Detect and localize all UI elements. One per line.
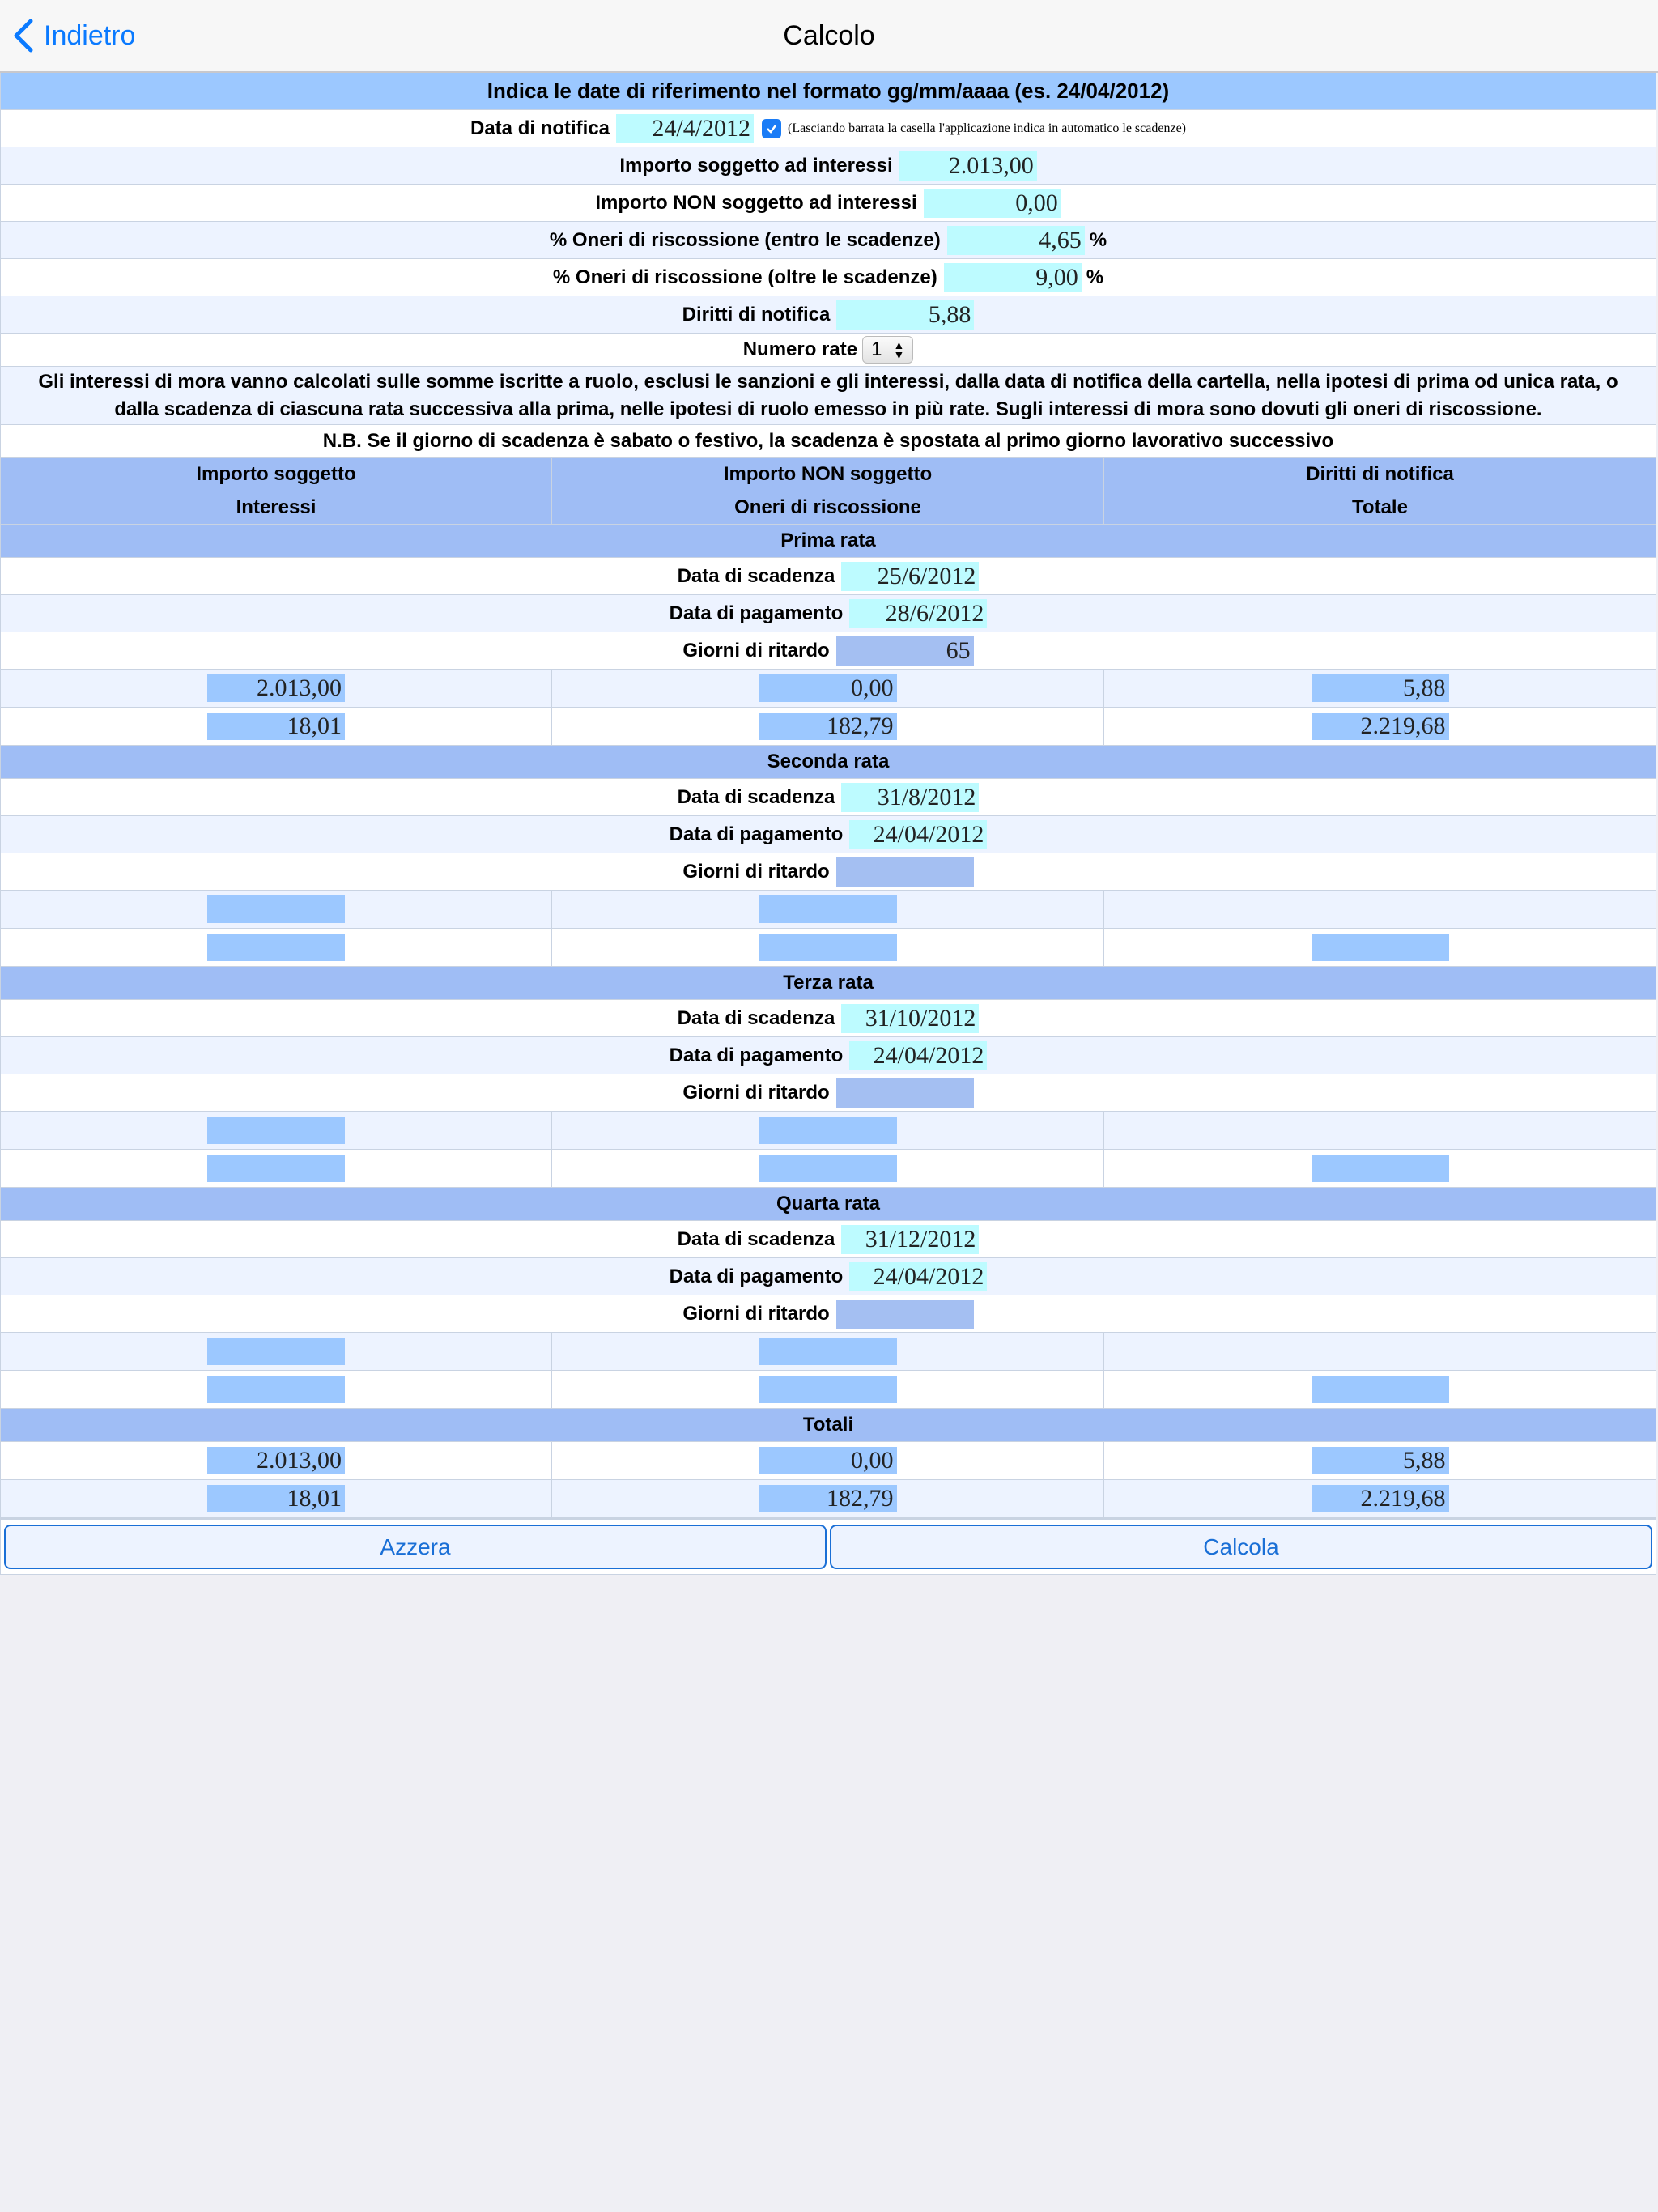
interessi-value <box>207 934 345 961</box>
numero-rate-row <box>0 334 1656 367</box>
updown-arrows-icon: ▲ ▼ <box>893 338 905 361</box>
auto-scadenze-checkbox[interactable] <box>762 119 781 138</box>
oneri-entro-label: % Oneri di riscossione (entro le scadenze) <box>549 228 941 251</box>
scadenza-label: Data di scadenza <box>677 785 835 808</box>
importo-non-label: Importo NON soggetto ad interessi <box>595 191 917 214</box>
scadenza-input[interactable]: 31/8/2012 <box>841 783 979 812</box>
calcola-button[interactable]: Calcola <box>830 1525 1652 1569</box>
totale-value <box>1312 934 1449 961</box>
totale-interessi: 18,01 <box>207 1485 345 1512</box>
rata-values-row-1 <box>0 1333 1656 1371</box>
cell-wrap <box>552 708 1104 746</box>
cell-wrap <box>552 1371 1104 1409</box>
cell-wrap <box>0 1333 552 1371</box>
cell-wrap <box>1104 929 1656 967</box>
pagamento-label: Data di pagamento <box>669 1265 844 1287</box>
totale-generale: 2.219,68 <box>1312 1485 1449 1512</box>
diritti-value <box>1312 895 1449 923</box>
importo-non-value <box>759 1338 897 1365</box>
diritti-value <box>1312 1338 1449 1365</box>
importo-soggetto-value <box>207 1117 345 1144</box>
scadenza-label: Data di scadenza <box>677 564 835 587</box>
totale-oneri: 182,79 <box>759 1485 897 1512</box>
cell-wrap <box>0 1112 552 1150</box>
cell-wrap <box>1104 670 1656 708</box>
pagamento-input[interactable]: 28/6/2012 <box>849 599 987 628</box>
totali-row-1 <box>0 1442 1656 1480</box>
nb-text: N.B. Se il giorno di scadenza è sabato o festivo, la scadenza è spostata al primo giorno lavorativo successivo <box>0 425 1656 458</box>
cell-wrap <box>1104 1371 1656 1409</box>
cell-wrap <box>552 670 1104 708</box>
pagamento-input[interactable]: 24/04/2012 <box>849 820 987 849</box>
ritardo-row <box>0 1295 1656 1333</box>
column-headers-2 <box>0 491 1656 525</box>
button-bar <box>0 1518 1656 1575</box>
oneri-oltre-row <box>0 259 1656 296</box>
scadenza-label: Data di scadenza <box>677 1227 835 1250</box>
cell-wrap <box>0 708 552 746</box>
interessi-value <box>207 1376 345 1403</box>
checkmark-icon <box>765 122 778 135</box>
section-title-rata: Quarta rata <box>0 1188 1656 1221</box>
totali-row-2 <box>0 1480 1656 1518</box>
info-text: Gli interessi di mora vanno calcolati sulle somme iscritte a ruolo, esclusi le sanzioni e gli interessi, dalla data di notifica della cartella, nella ipotesi di prima od unica rata, o dalla scadenza di ciascuna rata successiva alla prima, nelle ipotesi di ruolo emesso in più rate. Sugli interessi di mora sono dovuti gli oneri di riscossione. <box>0 367 1656 425</box>
azzera-button[interactable]: Azzera <box>4 1525 827 1569</box>
percent-sign: % <box>1089 228 1107 251</box>
cell-wrap <box>1104 1333 1656 1371</box>
diritti-row <box>0 296 1656 334</box>
importo-non-value <box>759 1117 897 1144</box>
interessi-value <box>207 1155 345 1182</box>
scadenza-row <box>0 1000 1656 1037</box>
section-title-rata: Terza rata <box>0 967 1656 1000</box>
scadenza-input[interactable]: 31/12/2012 <box>841 1225 979 1254</box>
cell-wrap <box>0 1150 552 1188</box>
rata-values-row-1 <box>0 891 1656 929</box>
pagamento-row <box>0 1037 1656 1074</box>
totale-value <box>1312 1376 1449 1403</box>
ritardo-row <box>0 1074 1656 1112</box>
cell-wrap <box>552 1150 1104 1188</box>
ritardo-value <box>836 1078 974 1108</box>
col-header: Oneri di riscossione <box>552 491 1104 525</box>
section-title-totali: Totali <box>0 1409 1656 1442</box>
importo-non-value: 0,00 <box>759 674 897 702</box>
numero-rate-select[interactable] <box>862 336 913 364</box>
navigation-bar <box>0 0 1658 73</box>
pagamento-row <box>0 595 1656 632</box>
rata-values-row-2 <box>0 1371 1656 1409</box>
importo-soggetto-row <box>0 147 1656 185</box>
rata-values-row-1 <box>0 1112 1656 1150</box>
rata-values-row-2 <box>0 1150 1656 1188</box>
ritardo-label: Giorni di ritardo <box>682 860 830 883</box>
totale-importo-soggetto: 2.013,00 <box>207 1447 345 1474</box>
form-header: Indica le date di riferimento nel formato gg/mm/aaaa (es. 24/04/2012) <box>0 73 1656 110</box>
diritti-value <box>1312 1117 1449 1144</box>
page-title: Calcolo <box>783 20 875 51</box>
col-header: Diritti di notifica <box>1104 458 1656 491</box>
oneri-value <box>759 934 897 961</box>
pagamento-row <box>0 1258 1656 1295</box>
numero-rate-value: 1 <box>871 338 882 360</box>
section-title-rata: Prima rata <box>0 525 1656 558</box>
section-title-rata: Seconda rata <box>0 746 1656 779</box>
cell-wrap <box>1104 1150 1656 1188</box>
oneri-entro-row <box>0 222 1656 259</box>
rata-values-row-1 <box>0 670 1656 708</box>
cell-wrap <box>552 891 1104 929</box>
ritardo-row <box>0 853 1656 891</box>
totale-value: 2.219,68 <box>1312 713 1449 740</box>
data-notifica-label: Data di notifica <box>470 117 610 139</box>
importo-non-value <box>759 895 897 923</box>
importo-soggetto-value: 2.013,00 <box>207 674 345 702</box>
cell-wrap <box>0 1442 552 1480</box>
importo-soggetto-value <box>207 895 345 923</box>
ritardo-value <box>836 857 974 887</box>
ritardo-row <box>0 632 1656 670</box>
diritti-value: 5,88 <box>1312 674 1449 702</box>
cell-wrap <box>1104 1480 1656 1518</box>
ritardo-label: Giorni di ritardo <box>682 1302 830 1325</box>
cell-wrap <box>552 1442 1104 1480</box>
totale-importo-non: 0,00 <box>759 1447 897 1474</box>
col-header: Importo soggetto <box>0 458 552 491</box>
interessi-value: 18,01 <box>207 713 345 740</box>
importo-non-row <box>0 185 1656 222</box>
diritti-label: Diritti di notifica <box>682 303 831 325</box>
oneri-value <box>759 1155 897 1182</box>
ritardo-value: 65 <box>836 636 974 666</box>
col-header: Interessi <box>0 491 552 525</box>
column-headers-1 <box>0 458 1656 491</box>
scadenza-row <box>0 558 1656 595</box>
cell-wrap <box>0 1480 552 1518</box>
oneri-entro-input[interactable]: 4,65 <box>947 226 1085 255</box>
calc-form <box>0 73 1658 1575</box>
percent-sign: % <box>1086 266 1104 288</box>
importo-soggetto-input[interactable]: 2.013,00 <box>899 151 1037 181</box>
cell-wrap <box>552 1333 1104 1371</box>
cell-wrap <box>1104 891 1656 929</box>
importo-soggetto-value <box>207 1338 345 1365</box>
pagamento-input[interactable]: 24/04/2012 <box>849 1262 987 1291</box>
auto-scadenze-note: (Lasciando barrata la casella l'applicazione indica in automatico le scadenze) <box>788 121 1186 135</box>
cell-wrap <box>0 929 552 967</box>
cell-wrap <box>1104 1112 1656 1150</box>
importo-soggetto-label: Importo soggetto ad interessi <box>619 154 893 177</box>
scadenza-input[interactable]: 31/10/2012 <box>841 1004 979 1033</box>
rata-values-row-2 <box>0 708 1656 746</box>
back-label: Indietro <box>44 19 136 51</box>
cell-wrap <box>0 670 552 708</box>
cell-wrap <box>0 1371 552 1409</box>
scadenza-input[interactable]: 25/6/2012 <box>841 562 979 591</box>
oneri-value: 182,79 <box>759 713 897 740</box>
cell-wrap <box>552 929 1104 967</box>
ritardo-value <box>836 1300 974 1329</box>
scadenza-label: Data di scadenza <box>677 1006 835 1029</box>
rata-values-row-2 <box>0 929 1656 967</box>
pagamento-input[interactable]: 24/04/2012 <box>849 1041 987 1070</box>
pagamento-row <box>0 816 1656 853</box>
rate-sections <box>0 525 1658 1409</box>
col-header: Totale <box>1104 491 1656 525</box>
totale-diritti: 5,88 <box>1312 1447 1449 1474</box>
pagamento-label: Data di pagamento <box>669 1044 844 1066</box>
oneri-oltre-input[interactable]: 9,00 <box>944 263 1082 292</box>
pagamento-label: Data di pagamento <box>669 602 844 624</box>
oneri-value <box>759 1376 897 1403</box>
numero-rate-label: Numero rate <box>742 338 858 360</box>
cell-wrap <box>0 891 552 929</box>
col-header: Importo NON soggetto <box>552 458 1104 491</box>
data-notifica-input[interactable]: 24/4/2012 <box>616 114 754 143</box>
cell-wrap <box>552 1480 1104 1518</box>
scadenza-row <box>0 779 1656 816</box>
importo-non-input[interactable]: 0,00 <box>924 189 1061 218</box>
diritti-input[interactable]: 5,88 <box>836 300 974 330</box>
scadenza-row <box>0 1221 1656 1258</box>
oneri-oltre-label: % Oneri di riscossione (oltre le scadenze) <box>552 266 937 288</box>
data-notifica-row <box>0 110 1656 147</box>
cell-wrap <box>552 1112 1104 1150</box>
cell-wrap <box>1104 1442 1656 1480</box>
ritardo-label: Giorni di ritardo <box>682 639 830 661</box>
ritardo-label: Giorni di ritardo <box>682 1081 830 1104</box>
pagamento-label: Data di pagamento <box>669 823 844 845</box>
cell-wrap <box>1104 708 1656 746</box>
totale-value <box>1312 1155 1449 1182</box>
